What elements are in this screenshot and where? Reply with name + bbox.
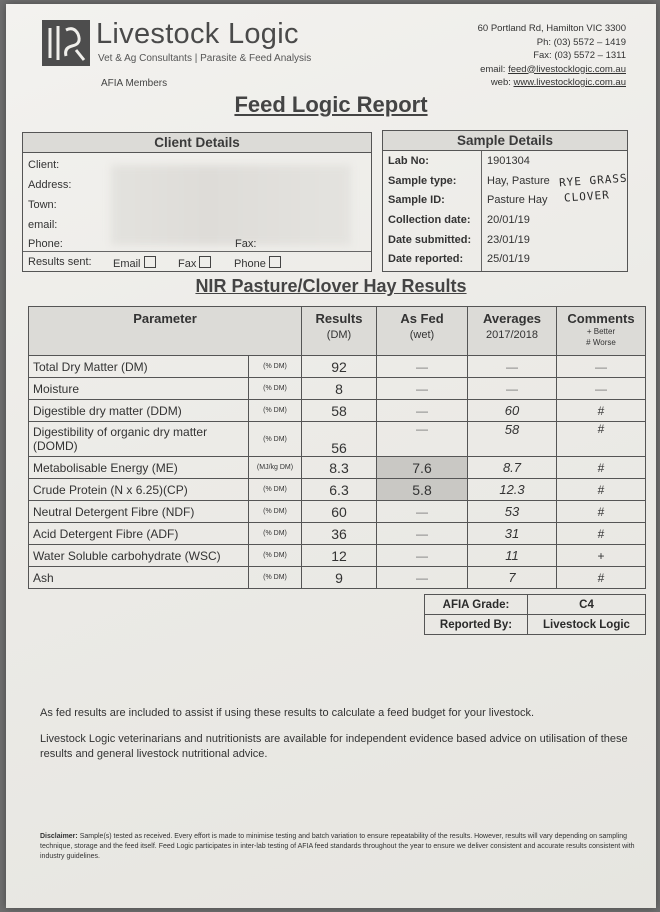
date-reported-label: Date reported:: [388, 253, 464, 265]
asfed-cell: —: [377, 356, 468, 378]
col-comments: Comments + Better # Worse: [557, 307, 646, 356]
client-details-box: [22, 132, 372, 272]
reported-by-label: Reported By:: [425, 615, 528, 635]
table-row: [29, 523, 646, 545]
fax-checkbox[interactable]: [199, 256, 211, 268]
param-cell: Acid Detergent Fibre (ADF): [29, 523, 249, 545]
param-cell: Digestibility of organic dry matter (DOMD): [29, 422, 249, 457]
result-cell: 92: [302, 356, 377, 378]
sample-id-label: Sample ID:: [388, 194, 445, 206]
table-row: [29, 400, 646, 422]
results-table: [28, 306, 646, 589]
comment-cell: #: [557, 400, 646, 422]
unit-cell: (% DM): [249, 479, 302, 501]
param-cell: Metabolisable Energy (ME): [29, 457, 249, 479]
result-cell: 58: [302, 400, 377, 422]
sample-row-collection: [383, 214, 627, 234]
unit-cell: (% DM): [249, 378, 302, 400]
table-row: [29, 501, 646, 523]
brand-name: Livestock Logic: [96, 18, 299, 50]
comment-cell: #: [557, 479, 646, 501]
results-sent-email-option[interactable]: [113, 256, 156, 270]
reported-by-row: [425, 615, 646, 635]
reported-by-value: Livestock Logic: [528, 615, 646, 635]
grade-table: [424, 594, 646, 635]
email-line: [478, 63, 626, 77]
address: 60 Portland Rd, Hamilton VIC 3300: [477, 23, 626, 34]
town-label: Town:: [28, 199, 57, 211]
col-results: Results (DM): [302, 307, 377, 356]
result-cell: 9: [302, 567, 377, 589]
comment-cell: —: [557, 378, 646, 400]
avg-cell: 53: [468, 501, 557, 523]
web-label: web:: [490, 77, 511, 88]
disclaimer: [40, 832, 644, 862]
avg-cell: 7: [468, 567, 557, 589]
param-cell: Total Dry Matter (DM): [29, 356, 249, 378]
asfed-cell: —: [377, 567, 468, 589]
param-cell: Moisture: [29, 378, 249, 400]
table-row: [29, 479, 646, 501]
unit-cell: (% DM): [249, 356, 302, 378]
sample-row-lab-no: [383, 155, 627, 175]
fax: Fax: (03) 5572 – 1311: [533, 50, 626, 61]
table-row: [29, 422, 646, 457]
comment-cell: #: [557, 501, 646, 523]
result-cell: 6.3: [302, 479, 377, 501]
afia-grade-row: [425, 595, 646, 615]
collection-date-value: 20/01/19: [487, 214, 530, 226]
unit-cell: (% DM): [249, 545, 302, 567]
asfed-cell: —: [377, 523, 468, 545]
web-link[interactable]: www.livestocklogic.com.au: [513, 77, 626, 88]
sample-row-submitted: [383, 234, 627, 254]
fax-option-label: Fax: [178, 258, 197, 270]
asfed-cell: —: [377, 545, 468, 567]
avg-cell: —: [468, 378, 557, 400]
footer-note-as-fed: As fed results are included to assist if using these results to calculate a feed budget for your livestock.: [40, 707, 535, 719]
asfed-cell: —: [377, 400, 468, 422]
livestock-logic-logo-icon: [42, 20, 90, 66]
avg-cell: 11: [468, 545, 557, 567]
unit-cell: (% DM): [249, 400, 302, 422]
avg-cell: —: [468, 356, 557, 378]
email-label: email:: [480, 63, 506, 75]
table-row: [29, 567, 646, 589]
date-submitted-value: 23/01/19: [487, 234, 530, 246]
client-details-heading: Client Details: [23, 133, 371, 153]
result-cell: 8.3: [302, 457, 377, 479]
comment-cell: —: [557, 356, 646, 378]
table-row: [29, 457, 646, 479]
date-submitted-label: Date submitted:: [388, 234, 472, 246]
unit-cell: (% DM): [249, 567, 302, 589]
avg-cell: 31: [468, 523, 557, 545]
afia-members: AFIA Members: [101, 78, 168, 89]
footer-note-advice: Livestock Logic veterinarians and nutritionists are available for independent evidence based advice on utilisation of these results and general livestock nutritional advice.: [40, 733, 628, 760]
comment-cell: +: [557, 545, 646, 567]
afia-grade-label: AFIA Grade:: [425, 595, 528, 615]
param-cell: Water Soluble carbohydrate (WSC): [29, 545, 249, 567]
comment-cell: #: [557, 422, 646, 457]
lab-no-value: 1901304: [487, 155, 530, 167]
sample-type-value: Hay, Pasture: [487, 175, 550, 187]
col-parameter: Parameter: [29, 307, 302, 356]
sample-id-value: Pasture Hay: [487, 194, 548, 206]
disclaimer-text: Sample(s) tested as received. Every effort is made to minimise testing and batch variation to ensure repeatability of the results. However, results will vary depending on sampling technique, storage and the feed itself. Feed Logic participates in inter-lab testing of AFIA feed standards throughout the year to ensure we deliver consistent and accurate results consistent with industry guidelines.: [40, 833, 635, 860]
email-option-label: Email: [113, 258, 141, 270]
phone: Ph: (03) 5572 – 1419: [536, 36, 626, 48]
unit-cell: (MJ/kg DM): [249, 457, 302, 479]
asfed-cell: 7.6: [377, 457, 468, 479]
email-link[interactable]: feed@livestocklogic.com.au: [508, 63, 626, 75]
results-sent-phone-option[interactable]: [234, 256, 281, 270]
client-label: Client:: [28, 159, 60, 171]
col-averages: Averages 2017/2018: [468, 307, 557, 356]
sample-details-heading: Sample Details: [383, 131, 627, 151]
collection-date-label: Collection date:: [388, 214, 471, 226]
fax-label: Fax:: [235, 238, 257, 250]
phone-option-label: Phone: [234, 258, 266, 270]
unit-cell: (% DM): [249, 422, 302, 457]
redacted-client-info: [111, 165, 351, 245]
email-checkbox[interactable]: [144, 256, 156, 268]
brand-tagline: Vet & Ag Consultants | Parasite & Feed Analysis: [98, 53, 312, 64]
report-page: [6, 4, 656, 908]
asfed-cell: —: [377, 501, 468, 523]
asfed-cell: —: [377, 378, 468, 400]
phone-label: Phone:: [28, 238, 63, 250]
report-title: Feed Logic Report: [234, 92, 428, 117]
phone-checkbox[interactable]: [269, 256, 281, 268]
results-sent-label: Results sent:: [28, 256, 92, 268]
comment-cell: #: [557, 523, 646, 545]
lab-no-label: Lab No:: [388, 155, 429, 167]
param-cell: Crude Protein (N x 6.25)(CP): [29, 479, 249, 501]
address-label: Address:: [28, 179, 72, 191]
param-cell: Digestible dry matter (DDM): [29, 400, 249, 422]
asfed-cell: —: [377, 422, 468, 457]
result-cell: 36: [302, 523, 377, 545]
afia-grade-value: C4: [528, 595, 646, 615]
unit-cell: (% DM): [249, 501, 302, 523]
date-reported-value: 25/01/19: [487, 253, 530, 265]
unit-cell: (% DM): [249, 523, 302, 545]
table-header-row: [29, 307, 646, 356]
avg-cell: 8.7: [468, 457, 557, 479]
table-row: [29, 356, 646, 378]
table-row: [29, 378, 646, 400]
param-cell: Ash: [29, 567, 249, 589]
handwritten-clover: CLOVER: [563, 188, 611, 205]
comment-cell: #: [557, 567, 646, 589]
avg-cell: 12.3: [468, 479, 557, 501]
contact-block: [478, 22, 626, 90]
disclaimer-label: Disclaimer:: [40, 833, 78, 840]
result-cell: 56: [302, 422, 377, 457]
avg-cell: 58: [468, 422, 557, 457]
avg-cell: 60: [468, 400, 557, 422]
asfed-cell: 5.8: [377, 479, 468, 501]
results-sent-fax-option[interactable]: [178, 256, 211, 270]
sample-type-label: Sample type:: [388, 175, 457, 187]
result-cell: 8: [302, 378, 377, 400]
results-subtitle: NIR Pasture/Clover Hay Results: [195, 276, 467, 296]
sample-row-reported: [383, 253, 627, 273]
web-line: [478, 76, 626, 90]
comment-cell: #: [557, 457, 646, 479]
handwritten-rye-grass: RYE GRASS: [558, 171, 628, 190]
result-cell: 60: [302, 501, 377, 523]
param-cell: Neutral Detergent Fibre (NDF): [29, 501, 249, 523]
email-field-label: email:: [28, 219, 58, 231]
col-as-fed: As Fed (wet): [377, 307, 468, 356]
table-row: [29, 545, 646, 567]
result-cell: 12: [302, 545, 377, 567]
